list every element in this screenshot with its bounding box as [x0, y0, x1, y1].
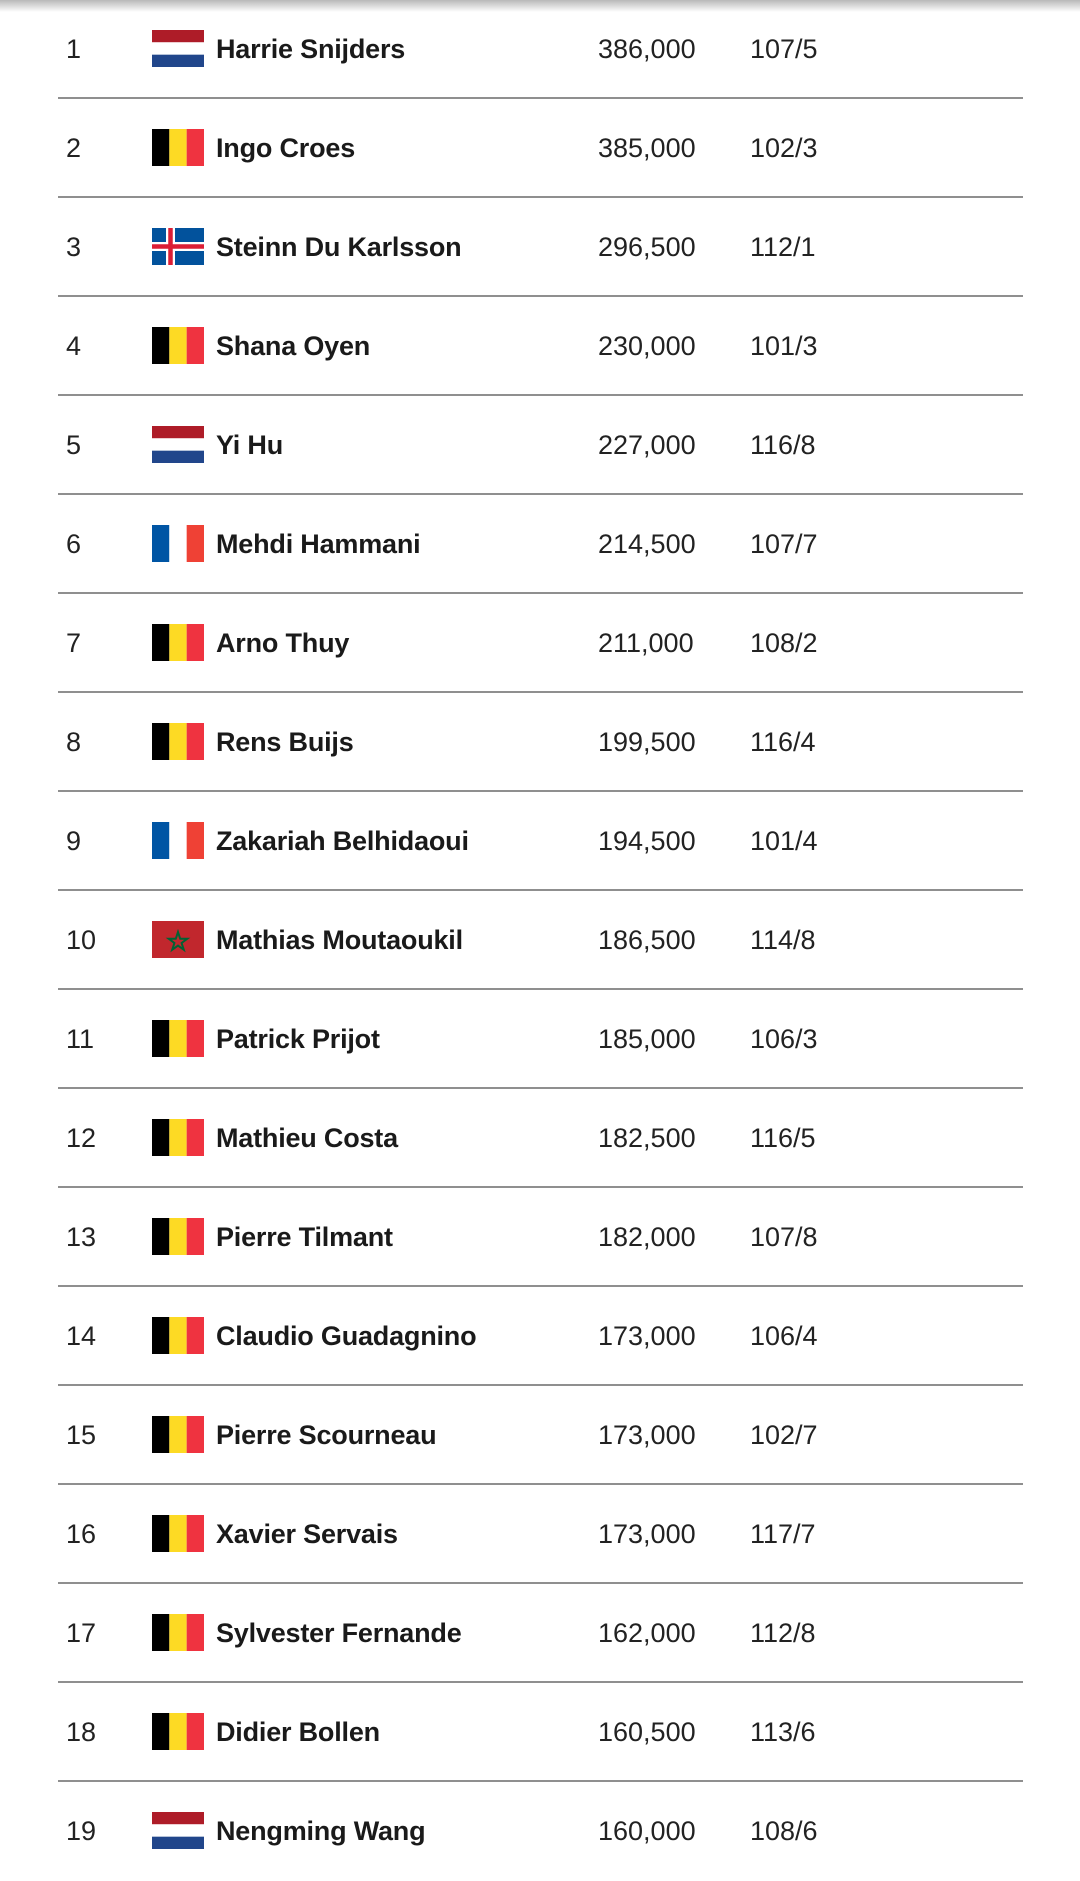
rank-number: 1 — [66, 34, 82, 64]
ranking-row[interactable] — [58, 594, 1023, 693]
points-value: 230,000 — [598, 331, 696, 361]
belgium-flag-icon — [152, 1713, 204, 1750]
ranking-row[interactable] — [58, 1683, 1023, 1782]
ranking-row[interactable] — [58, 1188, 1023, 1287]
ranking-list — [58, 0, 1023, 1881]
player-name[interactable]: Mathieu Costa — [216, 1123, 398, 1153]
netherlands-flag-icon — [152, 30, 204, 67]
ranking-row[interactable] — [58, 297, 1023, 396]
rank-number: 17 — [66, 1618, 97, 1648]
belgium-flag-icon — [152, 624, 204, 661]
record-value: 112/8 — [750, 1618, 816, 1648]
record-value: 102/7 — [750, 1420, 818, 1450]
player-name[interactable]: Sylvester Fernande — [216, 1618, 462, 1648]
belgium-flag-icon — [152, 1317, 204, 1354]
ranking-row[interactable] — [58, 1386, 1023, 1485]
rank-number: 14 — [66, 1321, 97, 1351]
rank-number: 5 — [66, 430, 82, 460]
rank-number: 8 — [66, 727, 82, 757]
record-value: 106/3 — [750, 1024, 818, 1054]
points-value: 214,500 — [598, 529, 696, 559]
rank-number: 7 — [66, 628, 82, 658]
points-value: 185,000 — [598, 1024, 696, 1054]
ranking-row[interactable] — [58, 792, 1023, 891]
record-value: 114/8 — [750, 925, 816, 955]
points-value: 199,500 — [598, 727, 696, 757]
points-value: 173,000 — [598, 1420, 696, 1450]
rank-number: 4 — [66, 331, 82, 361]
netherlands-flag-icon — [152, 426, 204, 463]
player-name[interactable]: Harrie Snijders — [216, 34, 406, 64]
france-flag-icon — [152, 822, 204, 859]
player-name[interactable]: Pierre Scourneau — [216, 1420, 437, 1450]
player-name[interactable]: Arno Thuy — [216, 628, 350, 658]
points-value: 385,000 — [598, 133, 696, 163]
ranking-row[interactable] — [58, 1782, 1023, 1881]
rank-number: 2 — [66, 133, 82, 163]
points-value: 173,000 — [598, 1519, 696, 1549]
belgium-flag-icon — [152, 1020, 204, 1057]
belgium-flag-icon — [152, 1515, 204, 1552]
record-value: 107/5 — [750, 34, 818, 64]
points-value: 211,000 — [598, 628, 694, 658]
record-value: 101/4 — [750, 826, 818, 856]
player-name[interactable]: Zakariah Belhidaoui — [216, 826, 469, 856]
belgium-flag-icon — [152, 723, 204, 760]
record-value: 116/5 — [750, 1123, 816, 1153]
ranking-row[interactable] — [58, 198, 1023, 297]
belgium-flag-icon — [152, 1416, 204, 1453]
record-value: 113/6 — [750, 1717, 816, 1747]
player-name[interactable]: Rens Buijs — [216, 727, 354, 757]
belgium-flag-icon — [152, 1614, 204, 1651]
rank-number: 11 — [66, 1024, 95, 1054]
player-name[interactable]: Mathias Moutaoukil — [216, 925, 463, 955]
record-value: 112/1 — [750, 232, 816, 262]
belgium-flag-icon — [152, 129, 204, 166]
record-value: 106/4 — [750, 1321, 818, 1351]
points-value: 160,000 — [598, 1816, 696, 1846]
record-value: 102/3 — [750, 133, 818, 163]
player-name[interactable]: Ingo Croes — [216, 133, 356, 163]
ranking-row[interactable] — [58, 693, 1023, 792]
belgium-flag-icon — [152, 1119, 204, 1156]
player-name[interactable]: Mehdi Hammani — [216, 529, 421, 559]
player-name[interactable]: Nengming Wang — [216, 1816, 426, 1846]
points-value: 186,500 — [598, 925, 696, 955]
points-value: 386,000 — [598, 34, 696, 64]
player-name[interactable]: Claudio Guadagnino — [216, 1321, 477, 1351]
rank-number: 6 — [66, 529, 82, 559]
ranking-row[interactable] — [58, 99, 1023, 198]
points-value: 182,500 — [598, 1123, 696, 1153]
app-bar-shadow — [0, 0, 1080, 12]
points-value: 162,000 — [598, 1618, 696, 1648]
rank-number: 19 — [66, 1816, 97, 1846]
ranking-row[interactable] — [58, 1089, 1023, 1188]
rank-number: 13 — [66, 1222, 97, 1252]
record-value: 101/3 — [750, 331, 818, 361]
record-value: 108/2 — [750, 628, 818, 658]
ranking-row[interactable] — [58, 1485, 1023, 1584]
points-value: 173,000 — [598, 1321, 696, 1351]
rank-number: 3 — [66, 232, 82, 262]
netherlands-flag-icon — [152, 1812, 204, 1849]
ranking-row[interactable] — [58, 1287, 1023, 1386]
rank-number: 10 — [66, 925, 97, 955]
player-name[interactable]: Xavier Servais — [216, 1519, 398, 1549]
rank-number: 12 — [66, 1123, 97, 1153]
rank-number: 9 — [66, 826, 82, 856]
ranking-row[interactable] — [58, 495, 1023, 594]
ranking-row[interactable] — [58, 396, 1023, 495]
belgium-flag-icon — [152, 1218, 204, 1255]
player-name[interactable]: Shana Oyen — [216, 331, 371, 361]
rank-number: 16 — [66, 1519, 97, 1549]
record-value: 107/7 — [750, 529, 818, 559]
player-name[interactable]: Didier Bollen — [216, 1717, 380, 1747]
ranking-row[interactable] — [58, 990, 1023, 1089]
record-value: 108/6 — [750, 1816, 818, 1846]
player-name[interactable]: Steinn Du Karlsson — [216, 232, 462, 262]
france-flag-icon — [152, 525, 204, 562]
record-value: 116/8 — [750, 430, 816, 460]
ranking-row[interactable] — [58, 1584, 1023, 1683]
points-value: 160,500 — [598, 1717, 696, 1747]
rank-number: 18 — [66, 1717, 97, 1747]
record-value: 117/7 — [750, 1519, 816, 1549]
rank-number: 15 — [66, 1420, 97, 1450]
iceland-flag-icon — [152, 228, 204, 265]
player-name[interactable]: Patrick Prijot — [216, 1024, 380, 1054]
belgium-flag-icon — [152, 327, 204, 364]
ranking-row[interactable] — [58, 891, 1023, 990]
morocco-flag-icon — [152, 921, 204, 958]
points-value: 296,500 — [598, 232, 696, 262]
record-value: 116/4 — [750, 727, 816, 757]
ranking-row[interactable] — [58, 0, 1023, 99]
points-value: 182,000 — [598, 1222, 696, 1252]
points-value: 194,500 — [598, 826, 696, 856]
points-value: 227,000 — [598, 430, 696, 460]
record-value: 107/8 — [750, 1222, 818, 1252]
player-name[interactable]: Yi Hu — [216, 430, 284, 460]
player-name[interactable]: Pierre Tilmant — [216, 1222, 393, 1252]
